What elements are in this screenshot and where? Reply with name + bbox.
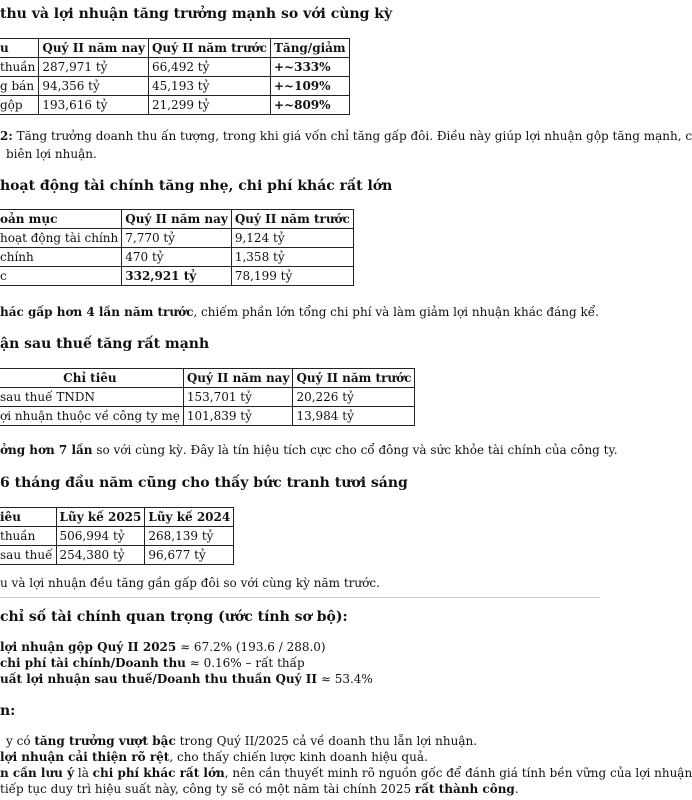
table-cell: 470 tỷ (122, 248, 232, 267)
col-header: Lũy kế 2025 (56, 508, 145, 527)
table-row (0, 388, 415, 407)
conclusion-item (0, 750, 428, 764)
table-header-row (0, 369, 415, 388)
table-cell: c (0, 267, 122, 286)
table-cell: ợi nhuận thuộc về công ty mẹ (0, 407, 183, 426)
emphasis: n cần lưu ý (0, 766, 75, 780)
table-cell: sau thuế TNDN (0, 388, 183, 407)
ratio-item (0, 672, 373, 686)
table-row (0, 58, 349, 77)
section-2-heading: hoạt động tài chính tăng nhẹ, chi phí khác rất lớn (0, 178, 393, 194)
table-row (0, 248, 353, 267)
note-text: Tăng trưởng doanh thu ấn tượng, trong khi giá vốn chỉ tăng gấp đôi. Điều này giúp lợi nhuận gộp tăng mạnh, c (12, 129, 692, 143)
note-text: so với cùng kỳ. Đây là tín hiệu tích cực cho cổ đông và sức khỏe tài chính của công ty. (92, 443, 618, 457)
table-header-row (0, 210, 353, 229)
col-header: u (0, 39, 39, 58)
note-label: 2: (0, 129, 13, 143)
section-3-note (0, 443, 618, 457)
table-cell: 268,139 tỷ (145, 527, 234, 546)
table-header-row (0, 508, 234, 527)
table-cell: 9,124 tỷ (231, 229, 353, 248)
conclusion-heading: n: (0, 703, 16, 719)
col-header: Quý II năm trước (293, 369, 415, 388)
table-cell: sau thuế (0, 546, 56, 565)
section-4-heading: 6 tháng đầu năm cũng cho thấy bức tranh tươi sáng (0, 475, 408, 491)
ratio-value: ≈ 53.4% (317, 672, 373, 686)
profit-table (0, 368, 415, 426)
col-header: Quý II năm nay (122, 210, 232, 229)
note-text: , chiếm phần lớn tổng chi phí và làm giảm lợi nhuận khác đáng kể. (193, 305, 599, 319)
divider (0, 597, 600, 598)
col-header: iêu (0, 508, 56, 527)
table-cell: 20,226 tỷ (293, 388, 415, 407)
table-cell: 1,358 tỷ (231, 248, 353, 267)
table-header-row (0, 39, 349, 58)
ratio-item (0, 640, 326, 654)
text: trong Quý II/2025 cả về doanh thu lẫn lợi nhuận. (175, 734, 478, 748)
table-cell: +~109% (270, 77, 349, 96)
table-cell: gộp (0, 96, 39, 115)
table-cell: 7,770 tỷ (122, 229, 232, 248)
table-row (0, 267, 353, 286)
section-2-note (0, 305, 599, 319)
text: là (74, 766, 93, 780)
col-header: Quý II năm nay (39, 39, 149, 58)
table-cell: +~809% (270, 96, 349, 115)
table-cell: 78,199 tỷ (231, 267, 353, 286)
text: , cho thấy chiến lược kinh doanh hiệu quả. (169, 750, 428, 764)
ratio-label: lợi nhuận gộp Quý II 2025 (0, 640, 177, 654)
table-cell: chính (0, 248, 122, 267)
revenue-table (0, 38, 350, 115)
table-cell: +~333% (270, 58, 349, 77)
ratio-value: ≈ 67.2% (193.6 / 288.0) (176, 640, 326, 654)
section-1-heading: thu và lợi nhuận tăng trưởng mạnh so với cùng kỳ (0, 6, 393, 22)
table-cell: hoạt động tài chính (0, 229, 122, 248)
table-row (0, 77, 349, 96)
conclusion-item (6, 734, 477, 748)
col-header: Quý II năm trước (231, 210, 353, 229)
table-cell: 506,994 tỷ (56, 527, 145, 546)
section-1-note (0, 129, 692, 143)
ratio-label: chi phí tài chính/Doanh thu (0, 656, 186, 670)
table-row (0, 527, 234, 546)
section-4-note: u và lợi nhuận đều tăng gần gấp đôi so với cùng kỳ năm trước. (0, 576, 380, 590)
ratio-item (0, 656, 305, 670)
table-cell: 66,492 tỷ (148, 58, 270, 77)
text: tiếp tục duy trì hiệu suất này, công ty sẽ có một năm tài chính 2025 (0, 782, 415, 796)
table-cell: thuần (0, 527, 56, 546)
text: , nên cần thuyết minh rõ nguồn gốc để đánh giá tính bền vững của lợi nhuận (224, 766, 692, 780)
col-header: Tăng/giảm (270, 39, 349, 58)
note-emphasis: ởng hơn 7 lần (0, 443, 93, 457)
section-3-heading: ận sau thuế tăng rất mạnh (0, 336, 210, 352)
conclusion-item (0, 766, 692, 780)
col-header: Quý II năm nay (183, 369, 293, 388)
col-header: Quý II năm trước (148, 39, 270, 58)
table-cell: 13,984 tỷ (293, 407, 415, 426)
ratio-value: ≈ 0.16% – rất thấp (185, 656, 305, 670)
emphasis: lợi nhuận cải thiện rõ rệt (0, 750, 170, 764)
financial-table (0, 209, 354, 286)
table-cell: 254,380 tỷ (56, 546, 145, 565)
note-emphasis: hác gấp hơn 4 lần năm trước (0, 305, 194, 319)
table-cell: g bán (0, 77, 39, 96)
col-header: oản mục (0, 210, 122, 229)
emphasis: tăng trưởng vượt bậc (34, 734, 176, 748)
ytd-table (0, 507, 234, 565)
table-cell: 193,616 tỷ (39, 96, 149, 115)
table-cell: 287,971 tỷ (39, 58, 149, 77)
col-header: Chỉ tiêu (0, 369, 183, 388)
section-1-note-cont: biên lợi nhuận. (6, 147, 97, 161)
table-cell: 153,701 tỷ (183, 388, 293, 407)
ratio-label: uất lợi nhuận sau thuế/Doanh thu thuần Quý II (0, 672, 318, 686)
section-5-heading: chỉ số tài chính quan trọng (ước tính sơ bộ): (0, 609, 348, 625)
table-row (0, 546, 234, 565)
table-cell: 94,356 tỷ (39, 77, 149, 96)
table-cell: thuần (0, 58, 39, 77)
table-cell: 332,921 tỷ (122, 267, 232, 286)
conclusion-item (0, 782, 519, 796)
emphasis: chi phí khác rất lớn (92, 766, 225, 780)
table-cell: 45,193 tỷ (148, 77, 270, 96)
table-cell: 96,677 tỷ (145, 546, 234, 565)
emphasis: rất thành công (414, 782, 515, 796)
table-cell: 101,839 tỷ (183, 407, 293, 426)
table-row (0, 229, 353, 248)
col-header: Lũy kế 2024 (145, 508, 234, 527)
table-cell: 21,299 tỷ (148, 96, 270, 115)
text: y có (6, 734, 35, 748)
table-row (0, 96, 349, 115)
text: . (514, 782, 519, 796)
table-row (0, 407, 415, 426)
